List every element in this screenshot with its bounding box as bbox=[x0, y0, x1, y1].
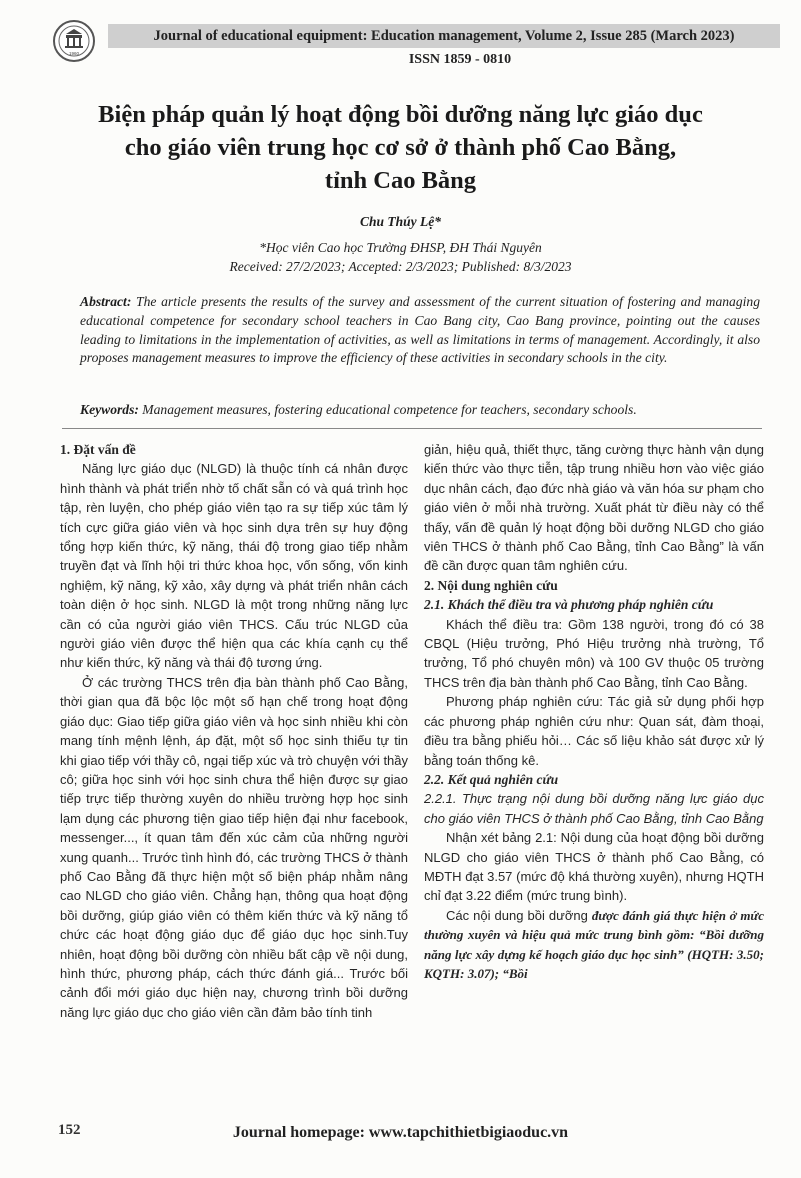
journal-logo bbox=[53, 20, 95, 62]
issn-number: ISSN 1859 - 0810 bbox=[408, 52, 512, 67]
keywords bbox=[80, 401, 780, 419]
paragraph: Ở các trường THCS trên địa bàn thành phố Cao Bằng, thời gian qua đã bộc lộc một số hạn chế trong hoạt động giáo dục: Giao tiếp giữa giáo viên và học sinh nhiều khi còn mang tính mệnh lệnh, áp đặt, một số học sinh thiếu tự tin khi giao tiếp với thầy cô, ngại tiếp xúc và trò chuyện với thầy cô; giữa học sinh với học sinh chưa thể hiện được sự giao tiếp trực tiếp thường xuyên do nhiều trường hợp học sinh lạm dụng các phương tiện giao tiếp hiện đại như facebook, messenger..., ít quan tâm đến xúc cảm của những người xung quanh... Trước tình hình đó, các trường THCS ở thành phố Cao Bằng đã thực hiện một số biện pháp nhằm nâng cao NLGD cho giáo viên. Chẳng hạn, thông qua hoạt động bồi dưỡng, giúp giáo viên có thêm kiến thức và kỹ năng tổ chức các hoạt động giáo dục để giáo dục học sinh.Tuy nhiên, hoạt động bồi dưỡng còn nhiều bất cập về nội dung, hình thức, phương pháp, cách thức đánh giá... Trước bối cảnh đổi mới giáo dục hiện nay, chương trình bồi dưỡng năng lực giáo dục cho giáo viên cần đảm bảo tính tinh bbox=[60, 674, 409, 1020]
subsection-heading-2-2-1: 2.2.1. Thực trạng nội dung bồi dưỡng năng lực giáo dục cho giáo viên THCS ở thành phố Cao Bằng, tỉnh Cao Bằng bbox=[424, 791, 764, 826]
section-heading-2: 2. Nội dung nghiên cứu bbox=[424, 577, 558, 593]
publication-dates: Received: 27/2/2023; Accepted: 2/3/2023; Published: 8/3/2023 bbox=[229, 259, 572, 274]
journal-header bbox=[0, 0, 801, 80]
subsection-heading-2-2: 2.2. Kết quả nghiên cứu bbox=[424, 771, 559, 787]
paragraph: giản, hiệu quả, thiết thực, tăng cường thực hành vận dụng kiến thức vào thực tiễn, tập trung nhiều hơn vào việc giáo dục nhân cách, đạo đức nhà giáo và văn hóa sư phạm cho giáo viên ở mỗi nhà trường. Xuất phát từ điều này có thể thấy, vấn đề quản lý hoạt động bồi dưỡng NLGD cho giáo viên THCS ở thành phố Cao Bằng, tỉnh Cao Bằng” là vấn đề cần được quan tâm nghiên cứu. bbox=[424, 442, 764, 574]
title-line-2: cho giáo viên trung học cơ sở ở thành phố Cao Bằng, bbox=[124, 134, 677, 161]
keywords-text: Management measures, fostering educational competence for teachers, secondary schools. bbox=[138, 402, 637, 417]
left-column bbox=[60, 440, 408, 1022]
paragraph: Khách thể điều tra: Gồm 138 người, trong đó có 38 CBQL (Hiệu trưởng, Phó Hiệu trưởng nhà trường, Tổ trưởng, Tổ phó chuyên môn) và 100 GV thuộc 05 trường THCS trên địa bàn thành phố Cao Bằng, tỉnh Cao Bằng. bbox=[424, 616, 764, 690]
author-affiliation bbox=[0, 238, 801, 276]
paragraph-start: Các nội dung bồi dưỡng bbox=[446, 907, 592, 923]
right-column bbox=[424, 440, 764, 983]
emphasized-text: được đánh giá thực hiện ở mức thường xuyên và hiệu quả mức trung bình gồm: “Bồi dưỡng năng lực xây dựng kế hoạch giáo dục học sinh” (HQTH: 3.50; KQTH: 3.07); “Bồi bbox=[424, 907, 764, 981]
abstract bbox=[80, 293, 760, 368]
page-number: 152 bbox=[58, 1122, 81, 1138]
title-line-3: tỉnh Cao Bằng bbox=[324, 167, 477, 194]
section-divider bbox=[62, 428, 762, 429]
article-title bbox=[40, 98, 761, 197]
subsection-heading-2-1: 2.1. Khách thể điều tra và phương pháp nghiên cứu bbox=[424, 597, 714, 613]
keywords-label: Keywords: bbox=[80, 402, 139, 417]
journal-homepage: Journal homepage: www.tapchithietbigiaoduc.vn bbox=[232, 1124, 569, 1141]
affiliation-text: *Học viên Cao học Trường ĐHSP, ĐH Thái Nguyên bbox=[259, 240, 542, 255]
journal-info-line: Journal of educational equipment: Education management, Volume 2, Issue 285 (March 2023) bbox=[108, 24, 780, 48]
abstract-label: Abstract: bbox=[80, 294, 132, 309]
paragraph: Nhận xét bảng 2.1: Nội dung của hoạt động bồi dưỡng NLGD cho giáo viên THCS ở thành phố Cao Bằng, có MĐTH đạt 3.57 (mức độ khá thường xuyên), nhưng HQTH chỉ đạt 3.22 điểm (mức trung bình). bbox=[424, 830, 764, 904]
author-name: Chu Thúy Lệ* bbox=[359, 214, 441, 229]
abstract-text: The article presents the results of the survey and assessment of the current situation of fostering and managing educational competence for secondary school teachers in Cao Bang city, Cao Bang province, pointing out the causes leading to limitations in the implementation of activities, as well as limitations in terms of management. Accordingly, it also proposes management measures to improve the efficiency of these activities in secondary schools in the city. bbox=[80, 294, 760, 366]
logo-year: 1960 bbox=[68, 51, 80, 56]
section-heading-1: 1. Đặt vấn đề bbox=[60, 442, 136, 457]
paragraph: Phương pháp nghiên cứu: Tác giả sử dụng phối hợp các phương pháp nghiên cứu như: Quan sát, đàm thoại, điều tra bằng phiếu hỏi… Các số liệu khảo sát được xử lý bằng toán thống kê. bbox=[424, 694, 764, 768]
paragraph bbox=[424, 906, 764, 984]
paragraph: Năng lực giáo dục (NLGD) là thuộc tính cá nhân được hình thành và phát triển nhờ tố chất sẵn có và quá trình học tập, rèn luyện, cho phép giáo viên tạo ra sự tiếp xúc tâm lý tích cực giữa giáo viên và học sinh dựa trên sự huy động tổng hợp kiến thức, kỹ năng, thái độ trong giao tiếp nhằm truyền đạt và lĩnh hội tri thức khoa học, vốn sống, vốn kinh nghiệm, kỹ năng, kỹ xảo, xây dựng và phát triển nhân cách toàn diện ở học sinh. NLGD là một trong những năng lực cần có của người giáo viên THCS. Cấu trúc NLGD của người giáo viên được thể hiện qua các khía cạnh cụ thể như kiến thức, kỹ năng và thái độ tương ứng. bbox=[60, 461, 408, 671]
logo-emblem-icon bbox=[55, 22, 93, 60]
title-line-1: Biện pháp quản lý hoạt động bồi dưỡng năng lực giáo dục bbox=[98, 101, 703, 128]
